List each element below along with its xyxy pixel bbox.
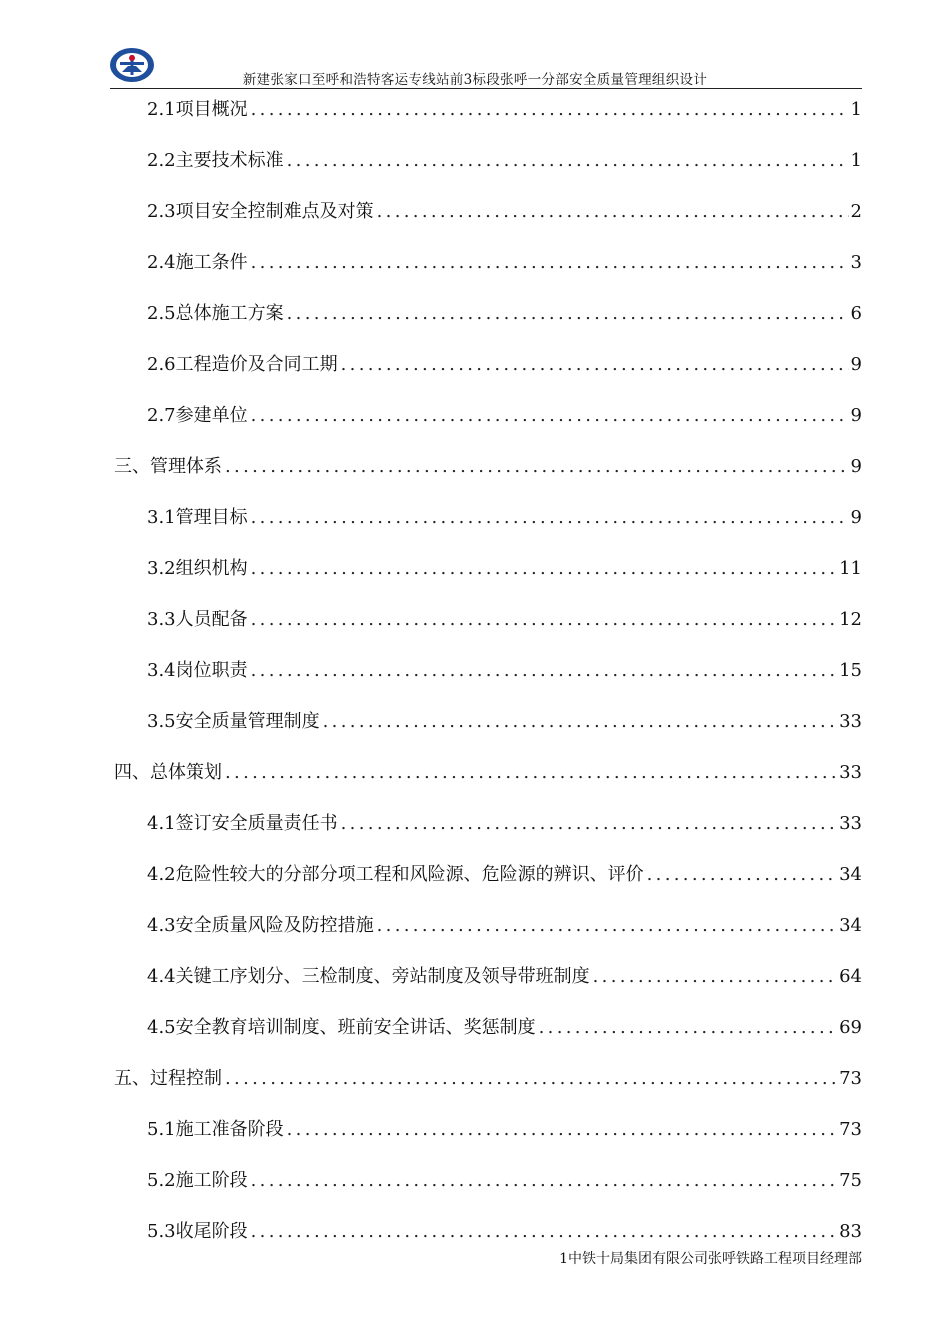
toc-entry-label: 5.1施工准备阶段 (147, 1119, 284, 1140)
toc-page-number: 3 (850, 252, 862, 273)
toc-dot-leader (377, 914, 837, 938)
toc-entry[interactable] (147, 653, 862, 683)
toc-entry[interactable] (147, 92, 862, 122)
toc-page-number: 6 (850, 303, 862, 324)
toc-entry-label: 2.3项目安全控制难点及对策 (147, 201, 374, 222)
toc-entry-label: 3.2组织机构 (147, 558, 248, 579)
toc-entry[interactable] (147, 1112, 862, 1142)
toc-entry-label: 3.4岗位职责 (147, 660, 248, 681)
toc-entry-label: 5.3收尾阶段 (147, 1221, 248, 1242)
toc-dot-leader (341, 812, 837, 836)
toc-page-number: 33 (839, 711, 862, 732)
toc-entry[interactable] (114, 449, 862, 479)
toc-entry-label: 4.5安全教育培训制度、班前安全讲话、奖惩制度 (147, 1017, 536, 1038)
toc-page-number: 64 (839, 966, 862, 987)
toc-page-number: 15 (839, 660, 862, 681)
toc-page-number: 33 (839, 813, 862, 834)
toc-page-number: 33 (839, 762, 862, 783)
toc-entry[interactable] (147, 1214, 862, 1244)
toc-dot-leader (287, 1118, 837, 1142)
toc-entry[interactable] (147, 500, 862, 530)
toc-page-number: 1 (850, 150, 862, 171)
toc-dot-leader (225, 1067, 837, 1091)
toc-entry[interactable] (147, 551, 862, 581)
toc-entry-label: 2.2主要技术标准 (147, 150, 284, 171)
toc-dot-leader (287, 149, 849, 173)
toc-page-number: 34 (839, 915, 862, 936)
toc-page-number: 9 (850, 507, 862, 528)
toc-entry[interactable] (147, 194, 862, 224)
toc-page-number: 1 (850, 99, 862, 120)
toc-entry-label: 3.1管理目标 (147, 507, 248, 528)
toc-entry-label: 5.2施工阶段 (147, 1170, 248, 1191)
toc-entry[interactable] (147, 704, 862, 734)
toc-page-number: 9 (850, 354, 862, 375)
toc-dot-leader (225, 761, 837, 785)
toc-dot-leader (251, 98, 849, 122)
toc-entry[interactable] (147, 908, 862, 938)
page-footer: 1中铁十局集团有限公司张呼铁路工程项目经理部 (559, 1251, 862, 1267)
toc-entry-label: 4.3安全质量风险及防控措施 (147, 915, 374, 936)
toc-dot-leader (225, 455, 849, 479)
toc-entry[interactable] (114, 755, 862, 785)
toc-dot-leader (287, 302, 849, 326)
toc-dot-leader (251, 557, 837, 581)
toc-page-number: 12 (839, 609, 862, 630)
toc-dot-leader (377, 200, 849, 224)
toc-entry-label: 四、总体策划 (114, 762, 222, 783)
toc-page-number: 83 (839, 1221, 862, 1242)
toc-entry[interactable] (147, 245, 862, 275)
toc-entry[interactable] (147, 347, 862, 377)
toc-entry-label: 2.4施工条件 (147, 252, 248, 273)
toc-entry[interactable] (147, 602, 862, 632)
toc-entry[interactable] (147, 143, 862, 173)
toc-dot-leader (647, 863, 837, 887)
toc-page-number: 69 (839, 1017, 862, 1038)
toc-entry-label: 三、管理体系 (114, 456, 222, 477)
toc-entry-label: 4.2危险性较大的分部分项工程和风险源、危险源的辨识、评价 (147, 864, 644, 885)
toc-entry[interactable] (147, 806, 862, 836)
toc-dot-leader (251, 1220, 837, 1244)
toc-entry-label: 3.3人员配备 (147, 609, 248, 630)
header-divider (110, 88, 862, 89)
toc-entry[interactable] (147, 1010, 862, 1040)
toc-page-number: 11 (839, 558, 862, 579)
toc-dot-leader (341, 353, 849, 377)
toc-entry[interactable] (147, 959, 862, 989)
toc-entry-label: 2.7参建单位 (147, 405, 248, 426)
toc-entry-label: 4.4关键工序划分、三检制度、旁站制度及领导带班制度 (147, 966, 590, 987)
toc-dot-leader (323, 710, 837, 734)
toc-dot-leader (251, 659, 837, 683)
toc-entry[interactable] (147, 398, 862, 428)
toc-page-number: 34 (839, 864, 862, 885)
toc-page-number: 73 (839, 1119, 862, 1140)
toc-dot-leader (251, 608, 837, 632)
toc-dot-leader (251, 251, 849, 275)
toc-dot-leader (539, 1016, 837, 1040)
toc-dot-leader (251, 1169, 837, 1193)
toc-entry-label: 2.5总体施工方案 (147, 303, 284, 324)
toc-dot-leader (593, 965, 837, 989)
toc-dot-leader (251, 404, 849, 428)
toc-dot-leader (251, 506, 849, 530)
toc-page-number: 75 (839, 1170, 862, 1191)
toc-entry-label: 4.1签订安全质量责任书 (147, 813, 338, 834)
toc-entry-label: 2.1项目概况 (147, 99, 248, 120)
toc-entry-label: 3.5安全质量管理制度 (147, 711, 320, 732)
toc-entry[interactable] (114, 1061, 862, 1091)
toc-entry[interactable] (147, 296, 862, 326)
toc-entry-label: 五、过程控制 (114, 1068, 222, 1089)
toc-page-number: 9 (850, 456, 862, 477)
toc-entry[interactable] (147, 1163, 862, 1193)
header-title: 新建张家口至呼和浩特客运专线站前3标段张呼一分部安全质量管理组织设计 (242, 72, 708, 88)
toc-entry-label: 2.6工程造价及合同工期 (147, 354, 338, 375)
toc-page-number: 9 (850, 405, 862, 426)
toc-entry[interactable] (147, 857, 862, 887)
toc-page-number: 2 (850, 201, 862, 222)
toc-page-number: 73 (839, 1068, 862, 1089)
